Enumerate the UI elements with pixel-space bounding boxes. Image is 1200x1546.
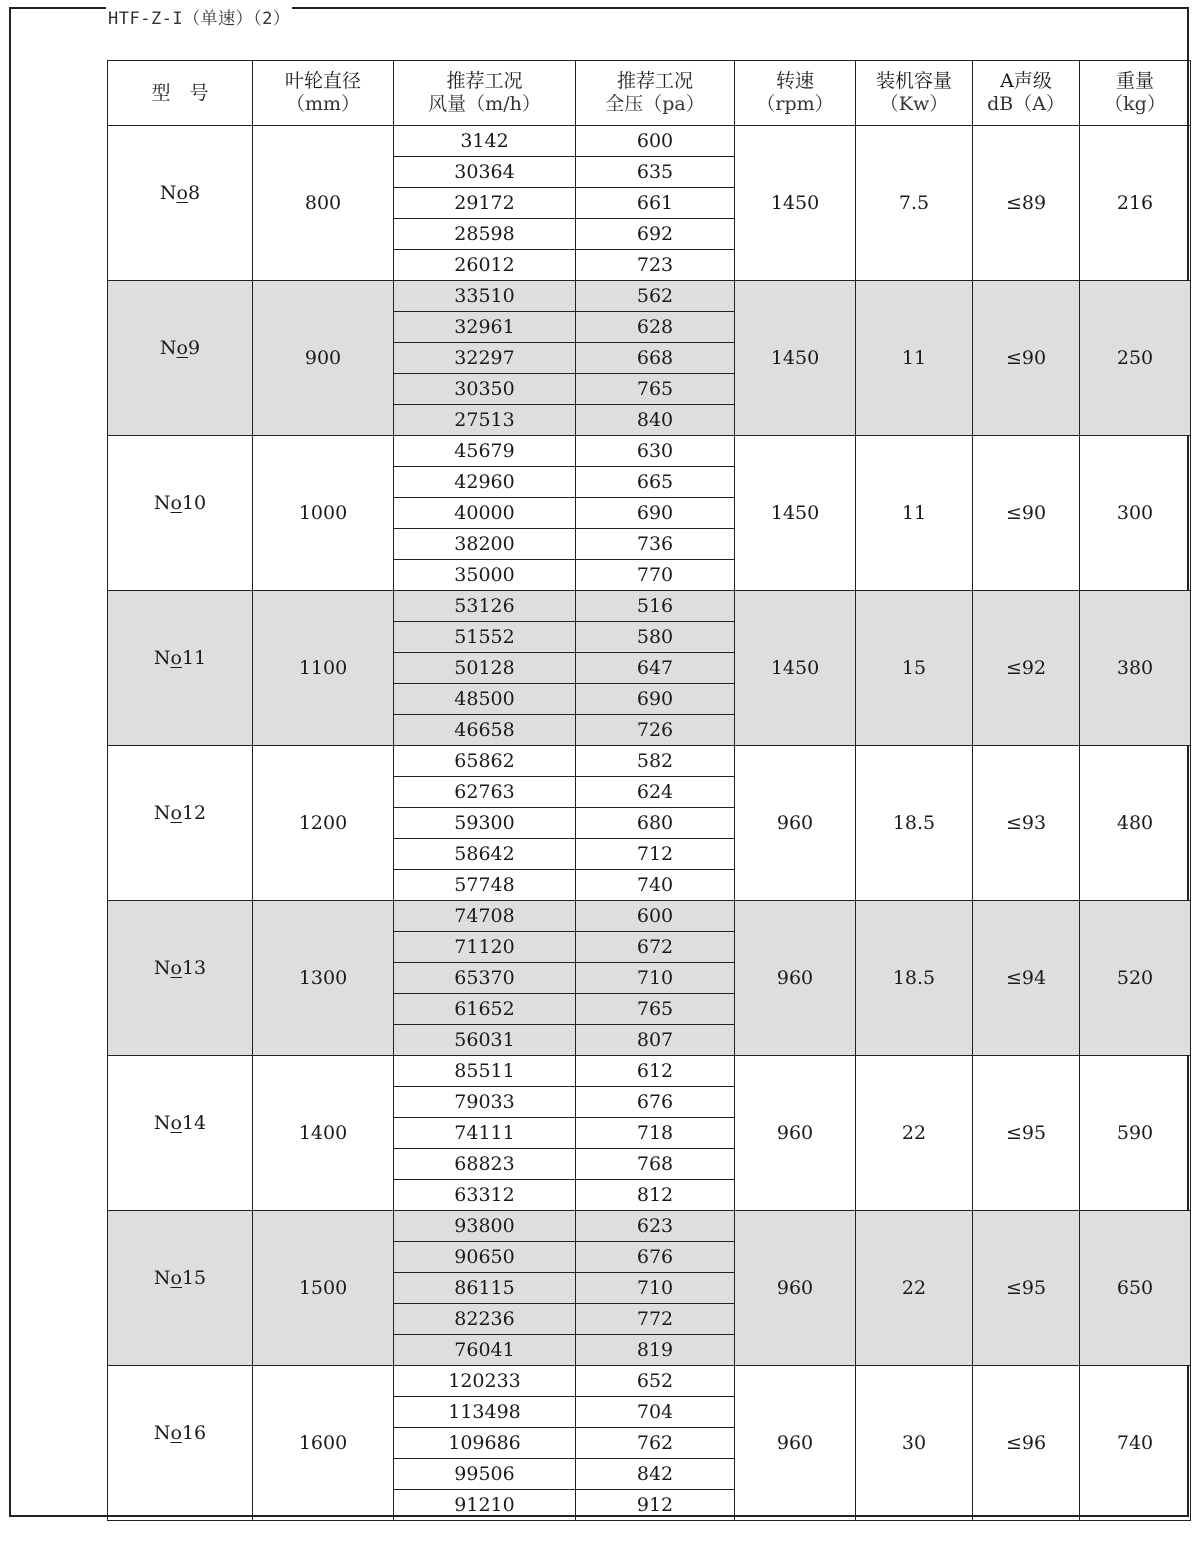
noise-level-cell: ≤89: [973, 126, 1080, 281]
total-pressure-cell: 762: [576, 1428, 735, 1459]
model-num: 11: [181, 647, 207, 669]
model-prefix-o: o: [176, 182, 188, 204]
air-flow-cell: 40000: [394, 498, 576, 529]
weight-cell: 590: [1080, 1056, 1191, 1211]
air-flow-cell: 74708: [394, 901, 576, 932]
total-pressure-cell: 712: [576, 839, 735, 870]
model-prefix-o: o: [170, 957, 182, 979]
air-flow-cell: 33510: [394, 281, 576, 312]
model-prefix: N: [153, 1267, 171, 1289]
speed-cell: 960: [735, 901, 856, 1056]
air-flow-cell: 26012: [394, 250, 576, 281]
header-impeller-diameter: 叶轮直径 （mm）: [253, 61, 394, 126]
power-cell: 22: [856, 1211, 973, 1366]
weight-cell: 250: [1080, 281, 1191, 436]
total-pressure-cell: 647: [576, 653, 735, 684]
header-power: 装机容量 （Kw）: [856, 61, 973, 126]
speed-cell: 1450: [735, 281, 856, 436]
air-flow-cell: 27513: [394, 405, 576, 436]
air-flow-cell: 62763: [394, 777, 576, 808]
total-pressure-cell: 612: [576, 1056, 735, 1087]
weight-cell: 380: [1080, 591, 1191, 746]
total-pressure-cell: 840: [576, 405, 735, 436]
speed-cell: 960: [735, 1056, 856, 1211]
air-flow-cell: 32961: [394, 312, 576, 343]
air-flow-cell: 58642: [394, 839, 576, 870]
model-number: [160, 337, 200, 359]
model-prefix-o: o: [170, 647, 182, 669]
model-cell: [108, 281, 253, 436]
noise-level-cell: ≤90: [973, 281, 1080, 436]
total-pressure-cell: 652: [576, 1366, 735, 1397]
model-num: 9: [187, 337, 201, 359]
air-flow-cell: 113498: [394, 1397, 576, 1428]
total-pressure-cell: 690: [576, 498, 735, 529]
model-num: 15: [181, 1267, 207, 1289]
air-flow-cell: 56031: [394, 1025, 576, 1056]
air-flow-cell: 109686: [394, 1428, 576, 1459]
header-model: 型 号: [108, 61, 253, 126]
table-header: [108, 61, 1191, 126]
total-pressure-cell: 562: [576, 281, 735, 312]
air-flow-cell: 90650: [394, 1242, 576, 1273]
model-number: [154, 492, 206, 514]
model-num: 12: [181, 802, 207, 824]
total-pressure-cell: 842: [576, 1459, 735, 1490]
total-pressure-cell: 912: [576, 1490, 735, 1521]
impeller-diameter-cell: 1500: [253, 1211, 394, 1366]
total-pressure-cell: 726: [576, 715, 735, 746]
spec-table: [107, 60, 1191, 1521]
model-num: 10: [181, 492, 207, 514]
model-prefix-o: o: [176, 337, 188, 359]
model-prefix-o: o: [170, 1112, 182, 1134]
total-pressure-cell: 704: [576, 1397, 735, 1428]
model-cell: [108, 126, 253, 281]
table-row: [108, 126, 1191, 157]
impeller-diameter-cell: 1600: [253, 1366, 394, 1521]
total-pressure-cell: 718: [576, 1118, 735, 1149]
total-pressure-cell: 600: [576, 901, 735, 932]
model-number: [154, 1112, 206, 1134]
total-pressure-cell: 710: [576, 1273, 735, 1304]
model-cell: [108, 1366, 253, 1521]
total-pressure-cell: 623: [576, 1211, 735, 1242]
noise-level-cell: ≤95: [973, 1211, 1080, 1366]
model-num: 16: [181, 1422, 207, 1444]
total-pressure-cell: 582: [576, 746, 735, 777]
weight-cell: 520: [1080, 901, 1191, 1056]
total-pressure-cell: 516: [576, 591, 735, 622]
air-flow-cell: 65370: [394, 963, 576, 994]
total-pressure-cell: 628: [576, 312, 735, 343]
power-cell: 7.5: [856, 126, 973, 281]
header-noise-level: A声级 dB（A）: [973, 61, 1080, 126]
model-prefix: N: [153, 802, 171, 824]
total-pressure-cell: 765: [576, 374, 735, 405]
total-pressure-cell: 765: [576, 994, 735, 1025]
model-number: [154, 647, 206, 669]
total-pressure-cell: 740: [576, 870, 735, 901]
model-num: 8: [187, 182, 201, 204]
weight-cell: 216: [1080, 126, 1191, 281]
total-pressure-cell: 690: [576, 684, 735, 715]
total-pressure-cell: 770: [576, 560, 735, 591]
total-pressure-cell: 600: [576, 126, 735, 157]
total-pressure-cell: 624: [576, 777, 735, 808]
air-flow-cell: 91210: [394, 1490, 576, 1521]
air-flow-cell: 93800: [394, 1211, 576, 1242]
impeller-diameter-cell: 1300: [253, 901, 394, 1056]
air-flow-cell: 45679: [394, 436, 576, 467]
air-flow-cell: 46658: [394, 715, 576, 746]
table-row: [108, 1056, 1191, 1087]
noise-level-cell: ≤90: [973, 436, 1080, 591]
air-flow-cell: 63312: [394, 1180, 576, 1211]
table-row: [108, 901, 1191, 932]
total-pressure-cell: 665: [576, 467, 735, 498]
air-flow-cell: 30350: [394, 374, 576, 405]
model-prefix: N: [153, 1422, 171, 1444]
table-row: [108, 1366, 1191, 1397]
model-num: 14: [181, 1112, 207, 1134]
model-prefix: N: [153, 1112, 171, 1134]
model-cell: [108, 1211, 253, 1366]
power-cell: 11: [856, 436, 973, 591]
model-prefix-o: o: [170, 1422, 182, 1444]
total-pressure-cell: 680: [576, 808, 735, 839]
speed-cell: 960: [735, 1366, 856, 1521]
total-pressure-cell: 768: [576, 1149, 735, 1180]
air-flow-cell: 76041: [394, 1335, 576, 1366]
table-row: [108, 281, 1191, 312]
noise-level-cell: ≤93: [973, 746, 1080, 901]
model-number: [154, 1422, 206, 1444]
air-flow-cell: 30364: [394, 157, 576, 188]
air-flow-cell: 74111: [394, 1118, 576, 1149]
total-pressure-cell: 710: [576, 963, 735, 994]
power-cell: 30: [856, 1366, 973, 1521]
total-pressure-cell: 692: [576, 219, 735, 250]
air-flow-cell: 61652: [394, 994, 576, 1025]
header-air-flow: 推荐工况 风量（m/h）: [394, 61, 576, 126]
total-pressure-cell: 661: [576, 188, 735, 219]
header-weight: 重量 （kg）: [1080, 61, 1191, 126]
power-cell: 15: [856, 591, 973, 746]
model-prefix: N: [159, 337, 177, 359]
air-flow-cell: 79033: [394, 1087, 576, 1118]
total-pressure-cell: 807: [576, 1025, 735, 1056]
air-flow-cell: 51552: [394, 622, 576, 653]
weight-cell: 650: [1080, 1211, 1191, 1366]
total-pressure-cell: 676: [576, 1242, 735, 1273]
air-flow-cell: 50128: [394, 653, 576, 684]
total-pressure-cell: 676: [576, 1087, 735, 1118]
model-cell: [108, 436, 253, 591]
speed-cell: 1450: [735, 436, 856, 591]
impeller-diameter-cell: 800: [253, 126, 394, 281]
model-cell: [108, 746, 253, 901]
power-cell: 18.5: [856, 746, 973, 901]
model-num: 13: [181, 957, 207, 979]
air-flow-cell: 86115: [394, 1273, 576, 1304]
speed-cell: 960: [735, 1211, 856, 1366]
impeller-diameter-cell: 1200: [253, 746, 394, 901]
total-pressure-cell: 819: [576, 1335, 735, 1366]
air-flow-cell: 38200: [394, 529, 576, 560]
total-pressure-cell: 736: [576, 529, 735, 560]
impeller-diameter-cell: 1400: [253, 1056, 394, 1211]
noise-level-cell: ≤94: [973, 901, 1080, 1056]
air-flow-cell: 53126: [394, 591, 576, 622]
model-number: [154, 1267, 206, 1289]
table-body: [108, 126, 1191, 1521]
total-pressure-cell: 635: [576, 157, 735, 188]
document-title: HTF-Z-I（单速）（2）: [106, 4, 292, 29]
table-row: [108, 436, 1191, 467]
total-pressure-cell: 723: [576, 250, 735, 281]
table-row: [108, 1211, 1191, 1242]
air-flow-cell: 99506: [394, 1459, 576, 1490]
air-flow-cell: 68823: [394, 1149, 576, 1180]
model-number: [154, 802, 206, 824]
total-pressure-cell: 668: [576, 343, 735, 374]
total-pressure-cell: 772: [576, 1304, 735, 1335]
air-flow-cell: 3142: [394, 126, 576, 157]
speed-cell: 1450: [735, 126, 856, 281]
impeller-diameter-cell: 1100: [253, 591, 394, 746]
speed-cell: 960: [735, 746, 856, 901]
air-flow-cell: 120233: [394, 1366, 576, 1397]
model-prefix: N: [153, 957, 171, 979]
air-flow-cell: 82236: [394, 1304, 576, 1335]
air-flow-cell: 35000: [394, 560, 576, 591]
air-flow-cell: 59300: [394, 808, 576, 839]
weight-cell: 300: [1080, 436, 1191, 591]
impeller-diameter-cell: 900: [253, 281, 394, 436]
noise-level-cell: ≤92: [973, 591, 1080, 746]
model-prefix-o: o: [170, 492, 182, 514]
weight-cell: 740: [1080, 1366, 1191, 1521]
air-flow-cell: 57748: [394, 870, 576, 901]
air-flow-cell: 28598: [394, 219, 576, 250]
air-flow-cell: 65862: [394, 746, 576, 777]
impeller-diameter-cell: 1000: [253, 436, 394, 591]
weight-cell: 480: [1080, 746, 1191, 901]
model-cell: [108, 901, 253, 1056]
total-pressure-cell: 580: [576, 622, 735, 653]
noise-level-cell: ≤95: [973, 1056, 1080, 1211]
model-prefix: N: [153, 647, 171, 669]
table-row: [108, 591, 1191, 622]
model-cell: [108, 1056, 253, 1211]
header-speed: 转速 （rpm）: [735, 61, 856, 126]
model-cell: [108, 591, 253, 746]
model-number: [154, 957, 206, 979]
air-flow-cell: 48500: [394, 684, 576, 715]
model-prefix: N: [153, 492, 171, 514]
power-cell: 11: [856, 281, 973, 436]
model-number: [160, 182, 200, 204]
air-flow-cell: 29172: [394, 188, 576, 219]
air-flow-cell: 32297: [394, 343, 576, 374]
total-pressure-cell: 630: [576, 436, 735, 467]
total-pressure-cell: 672: [576, 932, 735, 963]
model-prefix-o: o: [170, 802, 182, 824]
noise-level-cell: ≤96: [973, 1366, 1080, 1521]
table-row: [108, 746, 1191, 777]
model-prefix: N: [159, 182, 177, 204]
model-prefix-o: o: [170, 1267, 182, 1289]
header-total-pressure: 推荐工况 全压（pa）: [576, 61, 735, 126]
power-cell: 22: [856, 1056, 973, 1211]
power-cell: 18.5: [856, 901, 973, 1056]
air-flow-cell: 71120: [394, 932, 576, 963]
total-pressure-cell: 812: [576, 1180, 735, 1211]
air-flow-cell: 85511: [394, 1056, 576, 1087]
air-flow-cell: 42960: [394, 467, 576, 498]
speed-cell: 1450: [735, 591, 856, 746]
